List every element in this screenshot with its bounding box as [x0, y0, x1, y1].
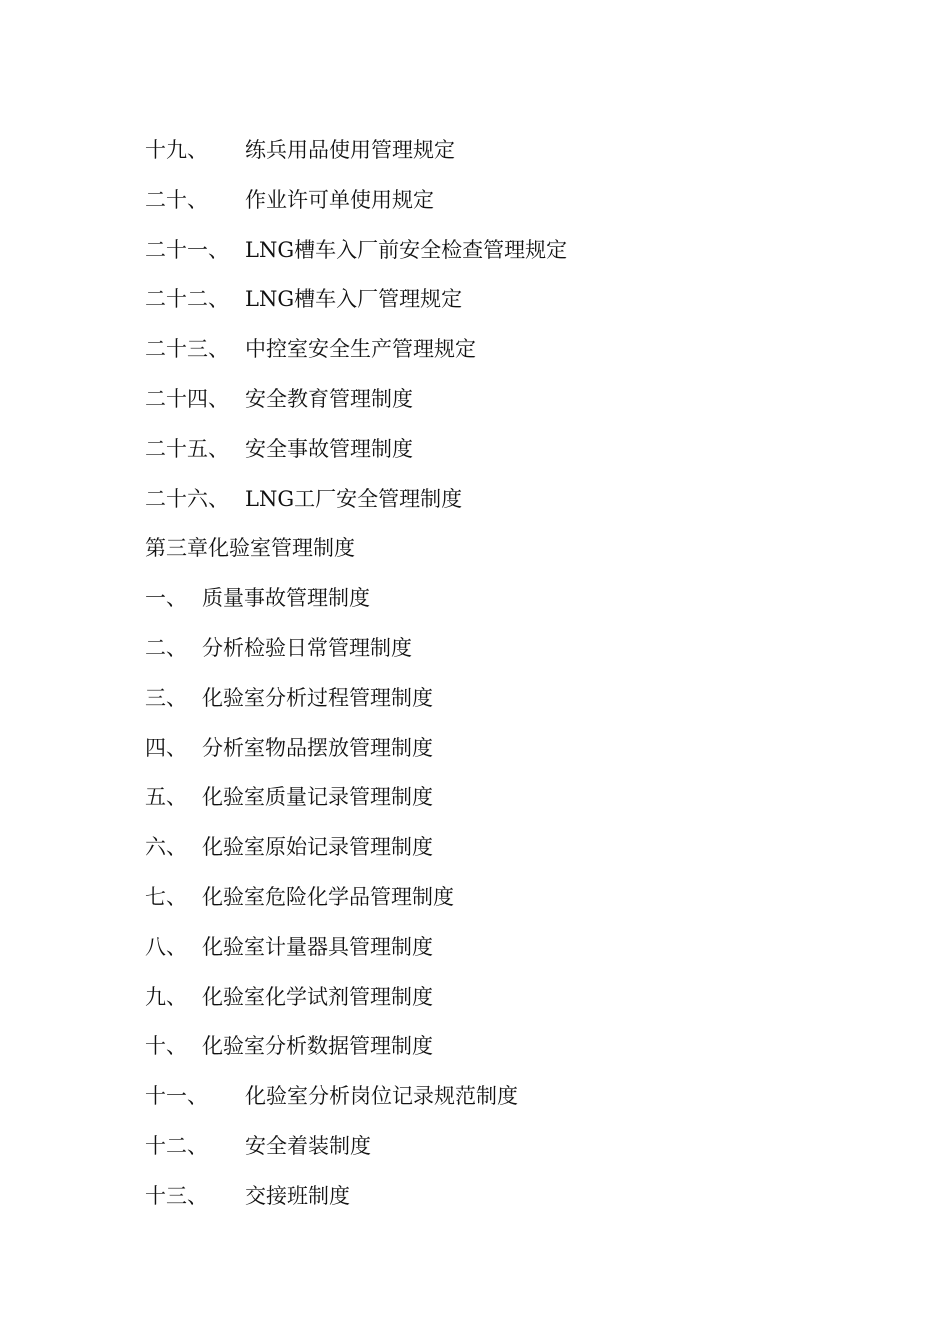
- toc-entry: [145, 182, 905, 232]
- toc-entry-title: 中控室安全生产管理规定: [245, 337, 476, 362]
- toc-entry-number: 三、: [145, 685, 187, 710]
- toc-entry-number: 九、: [145, 984, 187, 1009]
- chapter-heading: [145, 530, 905, 580]
- toc-entry-title: 作业许可单使用规定: [245, 187, 434, 212]
- toc-entry: [145, 281, 905, 331]
- toc-entry-title: 化验室分析岗位记录规范制度: [245, 1084, 518, 1109]
- toc-entry-number: 十、: [145, 1034, 187, 1059]
- toc-entry-title: 安全教育管理制度: [245, 386, 413, 411]
- toc-entry-title: 化验室分析数据管理制度: [202, 1034, 433, 1059]
- toc-entry-number: 二十二、: [145, 287, 229, 312]
- toc-entry: [145, 630, 905, 680]
- toc-entry-title: 化验室化学试剂管理制度: [202, 984, 433, 1009]
- toc-entry: [145, 1078, 905, 1128]
- toc-entry: [145, 829, 905, 879]
- toc-entry: [145, 879, 905, 929]
- toc-entry-number: 二十四、: [145, 386, 229, 411]
- table-of-contents: [145, 132, 905, 1228]
- toc-entry-title: 分析检验日常管理制度: [202, 635, 412, 660]
- toc-entry: [145, 132, 905, 182]
- toc-entry: [145, 1178, 905, 1228]
- toc-entry: [145, 431, 905, 481]
- toc-entry: [145, 979, 905, 1029]
- toc-entry: [145, 1128, 905, 1178]
- toc-entry: [145, 232, 905, 282]
- toc-entry-number: 十三、: [145, 1183, 208, 1208]
- toc-entry-title: 安全事故管理制度: [245, 436, 413, 461]
- toc-entry-title: 化验室质量记录管理制度: [202, 785, 433, 810]
- toc-entry-title: 安全着装制度: [245, 1133, 371, 1158]
- toc-entry-title: 化验室分析过程管理制度: [202, 685, 433, 710]
- chapter-title: 第三章化验室管理制度: [145, 536, 355, 561]
- toc-entry: [145, 929, 905, 979]
- toc-entry-title: 交接班制度: [245, 1183, 350, 1208]
- toc-entry-number: 十一、: [145, 1084, 208, 1109]
- toc-entry-number: 八、: [145, 934, 187, 959]
- toc-entry-title: 练兵用品使用管理规定: [245, 138, 455, 162]
- toc-entry-title: LNG槽车入厂前安全检查管理规定: [245, 237, 568, 262]
- toc-entry-title: LNG工厂安全管理制度: [245, 486, 463, 511]
- toc-entry-number: 二、: [145, 635, 187, 660]
- toc-entry-title: 分析室物品摆放管理制度: [202, 735, 433, 760]
- toc-entry-number: 五、: [145, 785, 187, 810]
- toc-entry-number: 七、: [145, 884, 187, 909]
- toc-entry: [145, 730, 905, 780]
- toc-entry: [145, 779, 905, 829]
- toc-entry: [145, 680, 905, 730]
- toc-entry-number: 二十六、: [145, 486, 229, 511]
- toc-entry: [145, 481, 905, 531]
- toc-entry-number: 二十三、: [145, 337, 229, 362]
- toc-entry-title: 化验室计量器具管理制度: [202, 934, 433, 959]
- toc-entry-number: 二十一、: [145, 237, 229, 262]
- toc-entry-number: 六、: [145, 835, 187, 860]
- toc-entry: [145, 331, 905, 381]
- toc-entry: [145, 381, 905, 431]
- toc-entry: [145, 580, 905, 630]
- toc-entry-number: 十二、: [145, 1133, 208, 1158]
- toc-entry-title: 化验室原始记录管理制度: [202, 835, 433, 860]
- toc-entry-number: 一、: [145, 586, 187, 611]
- toc-entry-title: 化验室危险化学品管理制度: [202, 884, 454, 909]
- toc-entry-number: 二十五、: [145, 436, 229, 461]
- toc-entry: [145, 1028, 905, 1078]
- toc-entry-title: 质量事故管理制度: [202, 586, 370, 611]
- toc-entry-number: 四、: [145, 735, 187, 760]
- toc-entry-number: 十九、: [145, 138, 208, 162]
- toc-entry-title: LNG槽车入厂管理规定: [245, 287, 463, 312]
- toc-entry-number: 二十、: [145, 187, 208, 212]
